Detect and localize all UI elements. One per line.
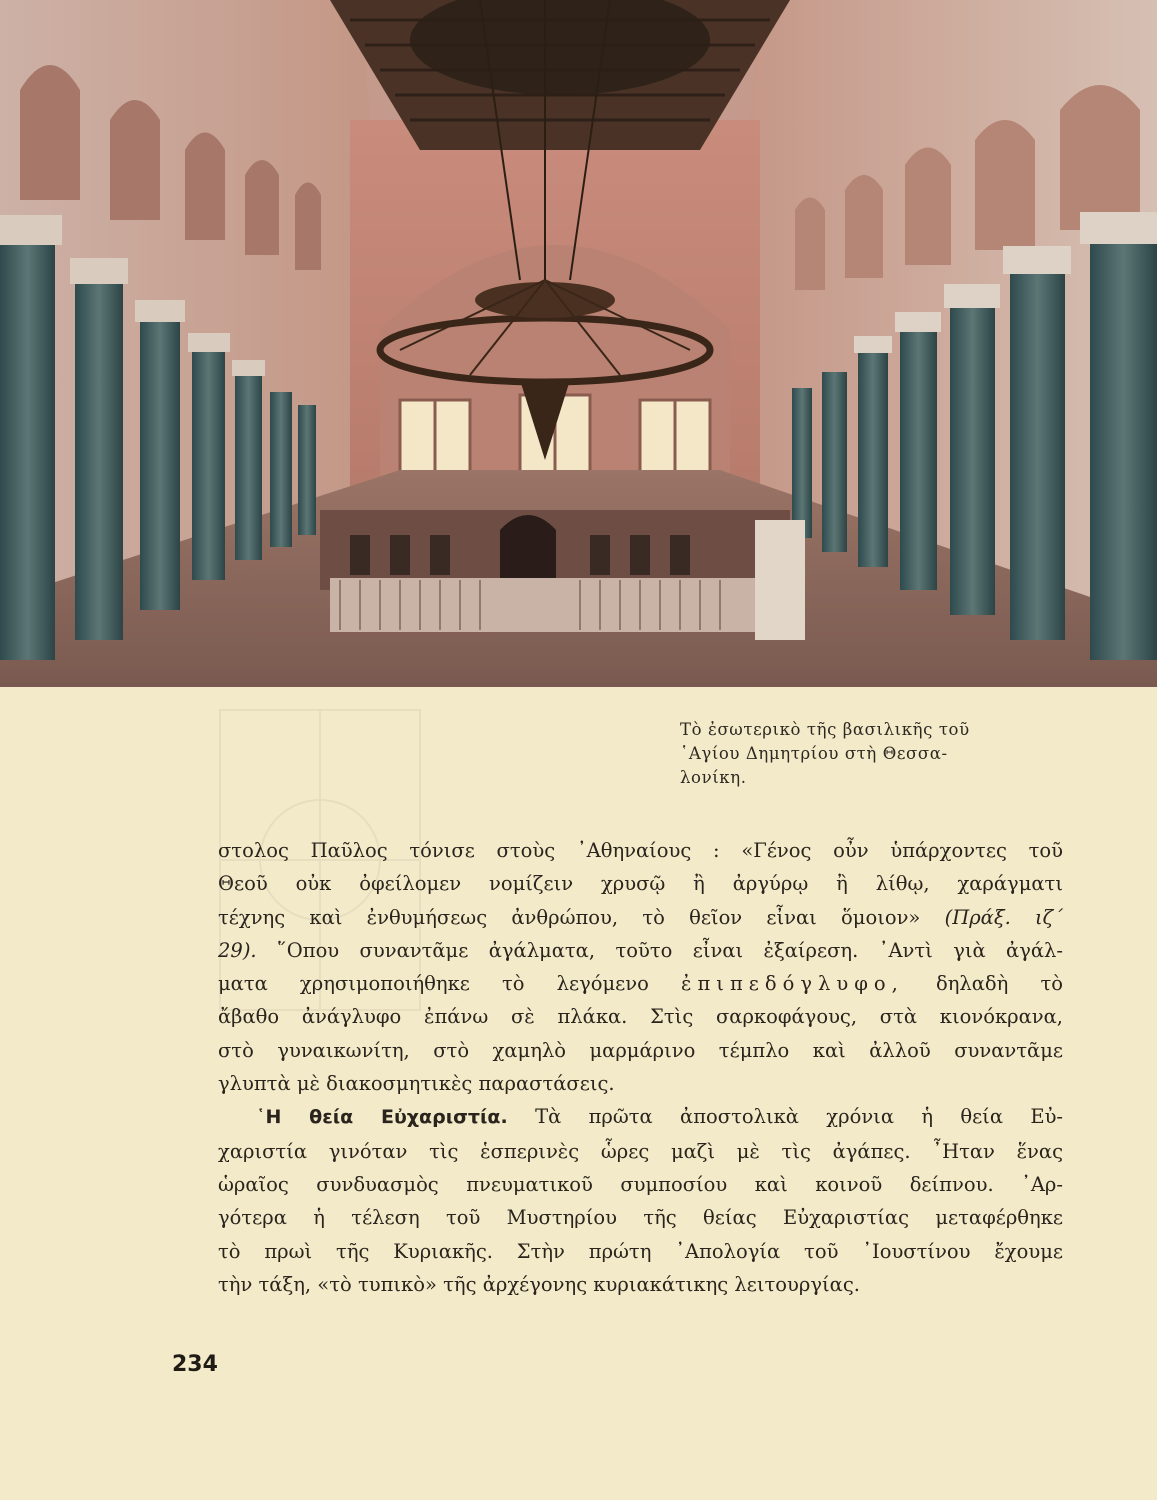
- text-line: [218, 1100, 1063, 1134]
- text-line: τὸ πρωὶ τῆς Κυριακῆς. Στὴν πρώτη ᾿Απολογία τοῦ ᾿Ιουστίνου ἔχουμε: [218, 1239, 1063, 1263]
- caption-line: Τὸ ἐσωτερικὸ τῆς βασιλικῆς τοῦ: [680, 720, 970, 739]
- text-run: ματα χρησιμοποιήθηκε τὸ λεγόμενο: [218, 972, 649, 996]
- page-number: 234: [172, 1352, 218, 1377]
- text-run: Τὰ πρῶτα ἀποστολικὰ χρόνια ἡ θεία Εὐ-: [535, 1105, 1064, 1129]
- text-line: [218, 967, 1063, 1000]
- photo-caption: [680, 718, 1030, 790]
- caption-line: ῾Αγίου Δημητρίου στὴ Θεσσα-: [680, 744, 948, 763]
- citation: 29).: [218, 938, 257, 962]
- text-line: τὴν τάξη, «τὸ τυπικὸ» τῆς ἀρχέγονης κυριακάτικης λειτουργίας.: [218, 1272, 860, 1296]
- emphasized-term: ἐπιπεδόγλυφο,: [681, 972, 904, 996]
- text-line: γλυπτὰ μὲ διακοσμητικὲς παραστάσεις.: [218, 1072, 615, 1096]
- section-heading: ῾Η θεία Εὐχαριστία.: [256, 1106, 508, 1129]
- text-line: [218, 934, 1063, 967]
- text-line: στολος Παῦλος τόνισε στοὺς ᾿Αθηναίους : «Γένος οὖν ὑπάρχοντες τοῦ: [218, 839, 1063, 862]
- photo-illustration: [0, 0, 1157, 687]
- text-line: στὸ γυναικωνίτη, στὸ χαμηλὸ μαρμάρινο τέμπλο καὶ ἀλλοῦ συναντᾶμε: [218, 1038, 1063, 1062]
- text-run: ῞Οπου συναντᾶμε ἀγάλματα, τοῦτο εἶναι ἐξαίρεση. ᾿Αντὶ γιὰ ἀγάλ-: [277, 938, 1063, 962]
- text-line: Θεοῦ οὐκ ὀφείλομεν νομίζειν χρυσῷ ἢ ἀργύρῳ ἢ λίθῳ, χαράγματι: [218, 872, 1063, 896]
- text-run: τέχνης καὶ ἐνθυμήσεως ἀνθρώπου, τὸ θεῖον εἶναι ὅμοιον»: [218, 905, 921, 929]
- body-text: [218, 834, 1063, 1301]
- text-run: δηλαδὴ τὸ: [935, 972, 1064, 996]
- text-line: [218, 901, 1063, 934]
- basilica-interior-photo: [0, 0, 1157, 687]
- citation: (Πράξ. ιζ΄: [944, 905, 1063, 929]
- text-line: χαριστία γινόταν τὶς ἑσπερινὲς ὧρες μαζὶ μὲ τὶς ἀγάπες. ῏Ηταν ἕνας: [218, 1139, 1063, 1163]
- caption-line: λονίκη.: [680, 768, 747, 787]
- text-line: ἄβαθο ἀνάγλυφο ἐπάνω σὲ πλάκα. Στὶς σαρκοφάγους, στὰ κιονόκρανα,: [218, 1005, 1063, 1029]
- text-line: γότερα ἡ τέλεση τοῦ Μυστηρίου τῆς θείας Εὐχαριστίας μεταφέρθηκε: [218, 1206, 1063, 1230]
- text-line: ὡραῖος συνδυασμὸς πνευματικοῦ συμποσίου καὶ κοινοῦ δείπνου. ᾿Αρ-: [218, 1172, 1063, 1196]
